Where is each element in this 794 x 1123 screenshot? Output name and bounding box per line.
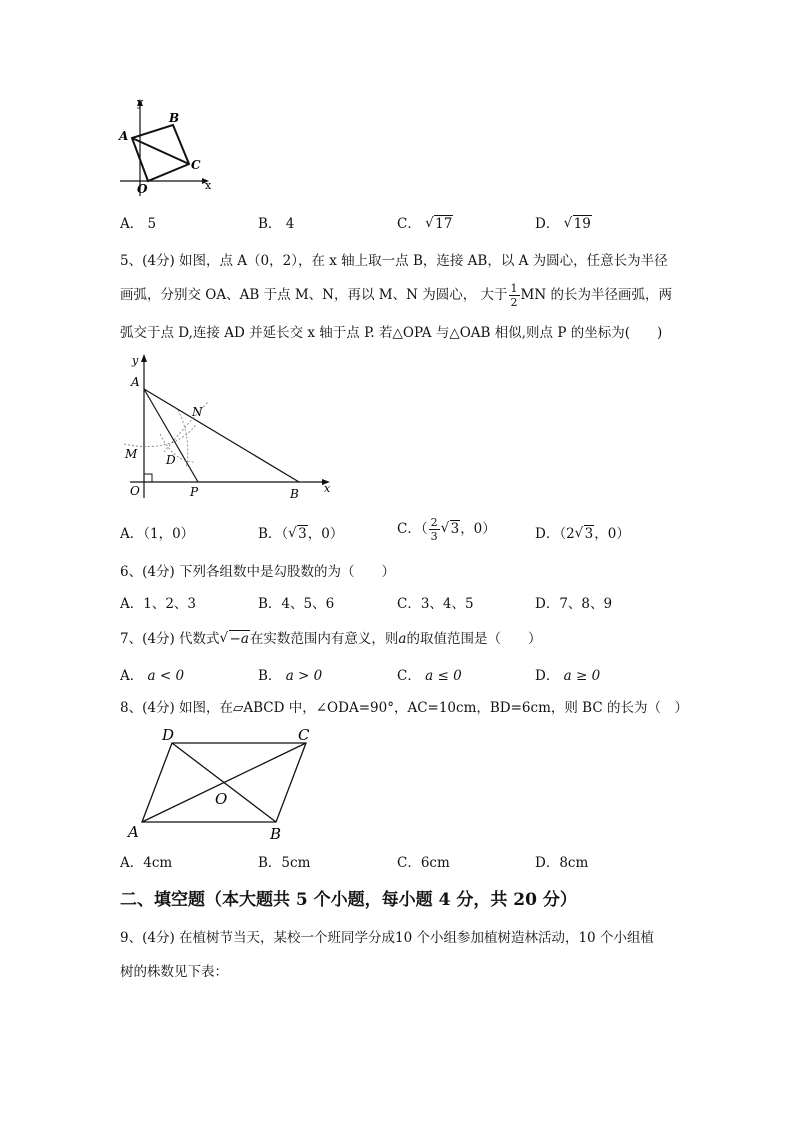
fig4-label-b: B [169,111,180,125]
q5-option-a[interactable]: A．（1，0） [120,526,195,542]
fig5-label-m: M [125,447,138,461]
fig5-label-a: A [131,375,140,389]
sqrt-symbol: √ −a [220,631,250,647]
q5-option-b[interactable]: B．（√ 3，0） [258,522,343,542]
fig5-label-o: O [130,484,140,498]
fig5-label-x: x [324,482,331,495]
q7-option-c[interactable]: C． a ≤ 0 [397,668,462,684]
q7-option-d[interactable]: D． a ≥ 0 [535,668,601,684]
q8-stem: 8、(4分) 如图，在▱ABCD 中，∠ODA=90°，AC=10cm，BD=6cm，则 BC 的长为（ ） [120,700,688,716]
sqrt-symbol: √ 17 [425,216,453,232]
q7-option-b[interactable]: B． a > 0 [258,668,323,684]
q5-options [120,516,720,544]
fig5-label-y: y [132,354,139,367]
fraction-half: $\frac{1}{2}$ [510,282,518,309]
q8-option-b[interactable]: B．5cm [258,855,311,871]
q6-stem: 6、(4分) 下列各组数中是勾股数的为（ ） [120,564,396,580]
q9-stem-line2: 树的株数见下表： [120,964,228,980]
fig5-label-d: D [166,453,176,467]
q8-option-d[interactable]: D．8cm [535,855,589,871]
q6-option-d[interactable]: D．7、8、9 [535,596,613,612]
fig8-label-d: D [162,726,175,744]
fig8-label-o: O [215,790,228,808]
fig5-label-p: P [190,485,199,499]
fig4-label-y: y [137,96,144,109]
figure-q8-parallelogram [122,724,328,844]
q9-stem-line1: 9、(4分) 在植树节当天，某校一个班同学分成10 个小组参加植树造林活动，10 个小组植 [120,930,654,946]
q6-option-c[interactable]: C．3、4、5 [397,596,474,612]
fig4-label-o: O [137,182,148,196]
q5-stem-line2: 画弧，分别交 OA、AB 于点 M、N，再以 M、N 为圆心， 大于 $\frac{1}{2}$ MN 的长为半径画弧，两 [120,282,672,309]
fig4-label-c: C [191,158,201,172]
q5-stem-line1: 5、(4分) 如图，点 A（0，2），在 x 轴上取一点 B，连接 AB，以 A 为圆心，任意长为半径 [120,253,668,269]
q4-option-d[interactable]: D． √ 19 [535,212,592,232]
sqrt-symbol: √ 3 [575,526,595,542]
q6-options [120,592,720,614]
q5-option-c[interactable]: C．（ $\frac{2}{3}$ √ 3，0） [397,516,496,543]
q7-option-a[interactable]: A． a < 0 [120,668,185,684]
sqrt-symbol: √ 19 [564,216,592,232]
q7-stem: 7、(4分) 代数式√ −a在实数范围内有意义，则a的取值范围是（ ） [120,627,541,647]
q4-option-c[interactable]: C． √ 17 [397,212,453,232]
fig8-label-c: C [298,726,310,744]
q4-option-b[interactable]: B． 4 [258,216,295,232]
q8-option-a[interactable]: A．4cm [120,855,173,871]
q5-stem-line3: 弧交于点 D,连接 AD 并延长交 x 轴于点 P. 若△OPA 与△OAB 相似,则点 P 的坐标为( ) [120,325,663,341]
q7-options [120,664,720,686]
fig4-label-a: A [119,129,129,143]
q4-options [120,212,720,234]
sqrt-symbol: √ 3 [441,521,461,537]
q6-option-b[interactable]: B．4、5、6 [258,596,335,612]
q4-option-a[interactable]: A． 5 [120,216,157,232]
sqrt-symbol: √ 3 [288,526,308,542]
section-heading-fill-in: 二、填空题（本大题共 5 个小题，每小题 4 分，共 20 分） [120,890,577,910]
fig8-label-b: B [270,825,282,843]
q5-option-d[interactable]: D．（2√ 3，0） [535,522,630,542]
fig5-label-n: N [192,405,203,419]
fig4-label-x: x [205,179,212,192]
q8-options [120,851,720,873]
fig5-label-b: B [290,487,299,501]
fraction-two-thirds: $\frac{2}{3}$ [430,516,438,543]
figure-q4-square [110,96,220,200]
q6-option-a[interactable]: A．1、2、3 [120,596,197,612]
q8-option-c[interactable]: C．6cm [397,855,450,871]
fig8-label-a: A [128,823,139,841]
figure-q5-triangle [112,350,342,502]
